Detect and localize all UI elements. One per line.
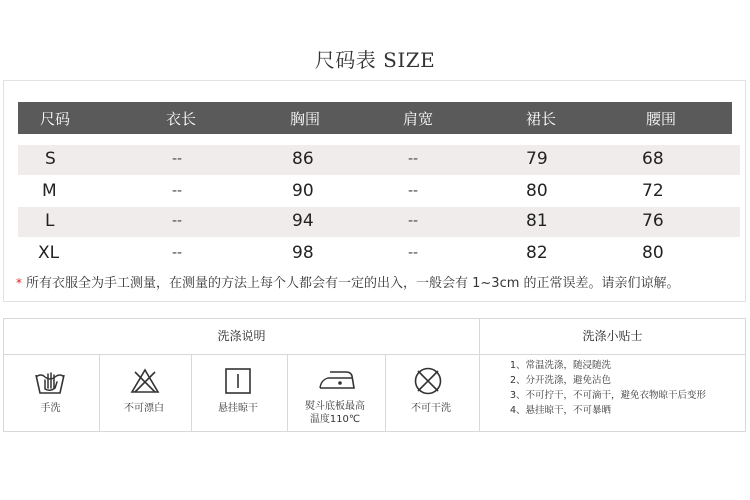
table-row (18, 145, 740, 175)
page-title: 尺码表 SIZE (314, 48, 436, 72)
cell-skirt-length: 81 (526, 211, 548, 231)
cell-shoulder: -- (408, 245, 419, 261)
table-row (18, 239, 740, 269)
cell-skirt-length: 82 (526, 243, 548, 263)
header-length: 衣长 (166, 110, 197, 128)
hang-dry-label: 悬挂晾干 (218, 403, 258, 414)
measurement-note (16, 272, 680, 291)
cell-size: XL (38, 243, 60, 263)
cell-length: -- (172, 183, 183, 199)
cell-length: -- (172, 151, 183, 167)
cell-waist: 80 (642, 243, 664, 263)
no-bleach-icon (130, 368, 160, 394)
hand-wash-label: 手洗 (40, 403, 61, 414)
table-row (18, 177, 740, 207)
iron-label-line1: 熨斗底板最高 (305, 401, 365, 412)
cell-length: -- (172, 213, 183, 229)
header-shoulder: 肩宽 (403, 110, 434, 128)
note-star: * (16, 276, 22, 290)
care-divider (385, 355, 386, 431)
cell-size: S (45, 149, 56, 169)
hang-dry-icon (224, 367, 252, 395)
iron-label (286, 400, 384, 426)
table-row (18, 207, 740, 237)
cell-chest: 86 (292, 149, 314, 169)
cell-length: -- (172, 245, 183, 261)
care-instructions-title: 洗涤说明 (217, 329, 266, 343)
care-divider (4, 354, 745, 355)
no-dry-clean-label: 不可干洗 (411, 403, 451, 414)
cell-shoulder: -- (408, 183, 419, 199)
size-table-header (18, 102, 732, 134)
care-divider (99, 355, 100, 431)
cell-chest: 94 (292, 211, 314, 231)
list-item: 4、悬挂晾干，不可暴晒 (510, 405, 612, 416)
list-item: 1、常温洗涤，随浸随洗 (510, 360, 612, 371)
cell-skirt-length: 79 (526, 149, 548, 169)
cell-waist: 72 (642, 181, 664, 201)
header-waist: 腰围 (646, 110, 677, 128)
cell-size: M (42, 181, 57, 201)
cell-waist: 76 (642, 211, 664, 231)
iron-icon (318, 368, 356, 392)
iron-label-line2: 温度110℃ (309, 414, 361, 425)
header-chest: 胸围 (290, 110, 321, 128)
care-tips-title: 洗涤小贴士 (582, 329, 643, 343)
cell-chest: 90 (292, 181, 314, 201)
header-size: 尺码 (40, 110, 71, 128)
cell-shoulder: -- (408, 213, 419, 229)
hand-wash-icon (33, 366, 67, 396)
header-skirt-length: 裙长 (526, 110, 557, 128)
cell-skirt-length: 80 (526, 181, 548, 201)
care-tips-list (510, 358, 706, 418)
note-text: 所有衣服全为手工测量，在测量的方法上每个人都会有一定的出入，一般会有 1~3cm 的正常误差。请亲们谅解。 (26, 276, 680, 291)
cell-size: L (45, 211, 55, 231)
cell-waist: 68 (642, 149, 664, 169)
care-divider (191, 355, 192, 431)
list-item: 2、分开洗涤，避免沾色 (510, 375, 612, 386)
care-divider (479, 319, 480, 431)
cell-chest: 98 (292, 243, 314, 263)
no-dry-clean-icon (413, 366, 443, 396)
no-bleach-label: 不可漂白 (124, 403, 164, 414)
cell-shoulder: -- (408, 151, 419, 167)
list-item: 3、不可拧干，不可滴干，避免衣物晾干后变形 (510, 390, 707, 401)
